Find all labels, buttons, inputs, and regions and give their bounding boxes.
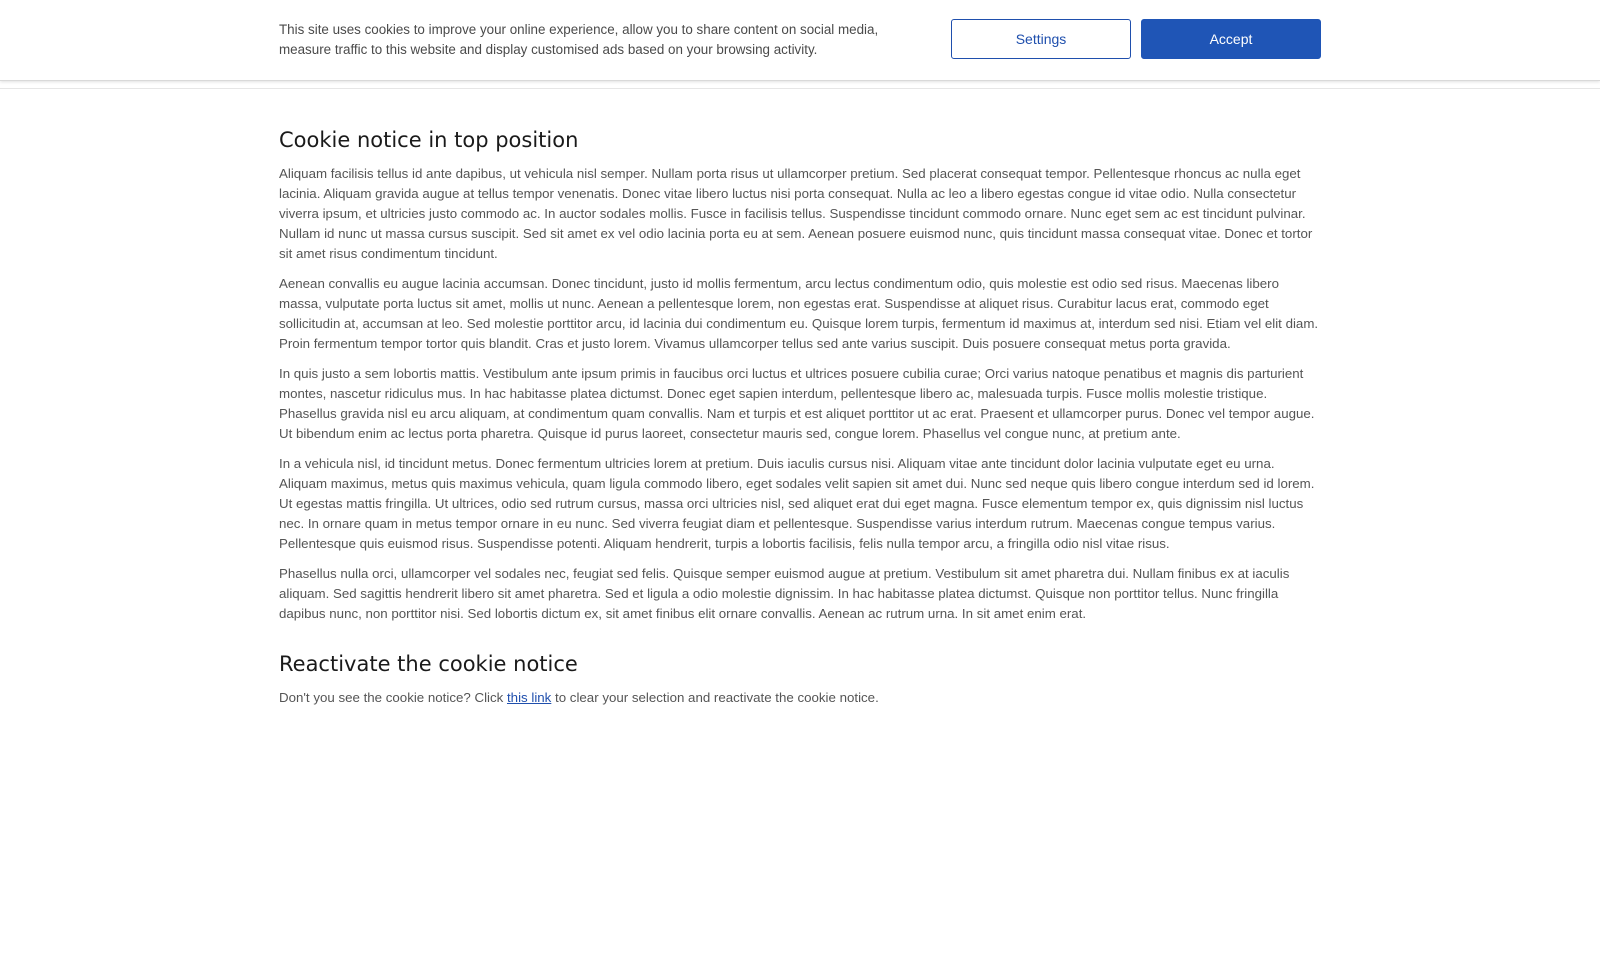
main-content [279,126,1323,718]
paragraph-4: In a vehicula nisl, id tincidunt metus. Donec fermentum ultricies lorem at pretium. Duis iaculis cursus nisi. Aliquam vitae ante tincidunt dolor lacinia vulputate eget eu urna. Aliquam maximus, metus quis maximus vehicula, quam ligula commodo libero, eget sodales velit sapien sit amet dui. Nunc sed neque quis libero congue interdum sed id lorem. Ut egestas mattis fringilla. Ut ultrices, odio sed rutrum cursus, massa orci ultricies nisl, sed aliquet erat dui eget magna. Fusce elementum tempor ex, quis dignissim nisl luctus nec. In ornare quam in metus tempor ornare in eu nunc. Sed viverra feugiat diam et pellentesque. Suspendisse varius interdum rutrum. Maecenas congue tempus varius. Pellentesque quis euismod risus. Suspendisse potenti. Aliquam hendrerit, turpis a lobortis facilisis, felis nulla tempor arcu, a fringilla odio nisl vitae risus. [279,456,1315,551]
reactivate-text-after: to clear your selection and reactivate the cookie notice. [551,690,879,705]
header-divider [0,88,1600,89]
heading-reactivate: Reactivate the cookie notice [279,652,578,676]
paragraph-5: Phasellus nulla orci, ullamcorper vel sodales nec, feugiat sed felis. Quisque semper euismod augue at pretium. Vestibulum sit amet pharetra dui. Nullam finibus ex at iaculis aliquam. Sed sagittis hendrerit libero sit amet pharetra. Sed et ligula a odio molestie dignissim. In hac habitasse platea dictumst. Quisque non porttitor tellus. Nunc fringilla dapibus nunc, non porttitor nisi. Sed lobortis dictum ex, sit amet finibus elit ornare convallis. Aenean ac rutrum urna. In sit amet enim erat. [279,566,1290,621]
cookie-settings-button[interactable]: Settings [951,19,1131,59]
page-heading-cookie-notice: Cookie notice in top position [279,128,579,152]
cookie-accept-button[interactable]: Accept [1141,19,1321,59]
reactivate-paragraph [279,688,1323,708]
cookie-notice-text: This site uses cookies to improve your online experience, allow you to share content on social media, measure traffic to this website and display customised ads based on your browsing activity. [279,22,879,57]
reactivate-text-before: Don't you see the cookie notice? Click [279,690,507,705]
cookie-notice-bar [0,0,1600,81]
reactivate-link[interactable]: this link [506,690,552,705]
paragraph-1: Aliquam facilisis tellus id ante dapibus, ut vehicula nisl semper. Nullam porta risus ut ullamcorper pretium. Sed placerat consequat tempor. Pellentesque rhoncus ac nulla eget lacinia. Aliquam gravida augue at tellus tempor venenatis. Donec vitae libero luctus nisi porta consequat. Nulla ac leo a libero egestas congue id vitae odio. Nulla consectetur viverra ipsum, et ultricies justo commodo ac. In auctor sodales mollis. Fusce in facilisis tellus. Suspendisse tincidunt commodo ornare. Nunc eget sem ac est tincidunt pulvinar. Nullam id nunc ut massa cursus suscipit. Sed sit amet ex vel odio lacinia porta eu at sem. Aenean posuere euismod nunc, quis tincidunt massa consequat vitae. Donec et tortor sit amet risus condimentum tincidunt. [279,166,1313,261]
paragraph-3: In quis justo a sem lobortis mattis. Vestibulum ante ipsum primis in faucibus orci luctus et ultrices posuere cubilia curae; Orci varius natoque penatibus et magnis dis parturient montes, nascetur ridiculus mus. In hac habitasse platea dictumst. Donec eget sapien interdum, pellentesque libero ac, malesuada turpis. Fusce mollis molestie tristique. Phasellus gravida nisl eu arcu aliquam, at condimentum quam convallis. Nam et turpis et est aliquet porttitor ut ac erat. Praesent et ullamcorper purus. Donec vel tempor augue. Ut bibendum enim ac lectus porta pharetra. Quisque id purus laoreet, consectetur mauris sed, congue lorem. Phasellus vel congue nunc, at pretium ante. [279,366,1315,441]
paragraph-2: Aenean convallis eu augue lacinia accumsan. Donec tincidunt, justo id mollis fermentum, arcu lectus condimentum odio, quis molestie est odio sed risus. Maecenas libero massa, vulputate porta luctus sit amet, mollis ut nunc. Aenean a pellentesque lorem, non egestas erat. Suspendisse at aliquet risus. Curabitur lacus erat, commodo eget sollicitudin at, accumsan at leo. Sed molestie porttitor arcu, id lacinia dui condimentum eu. Quisque lorem turpis, fermentum id maximus at, interdum sed nisi. Etiam vel elit diam. Proin fermentum tempor tortor quis blandit. Cras et justo lorem. Vivamus ullamcorper tellus sed ante varius suscipit. Duis posuere consequat metus porta gravida. [279,276,1319,351]
